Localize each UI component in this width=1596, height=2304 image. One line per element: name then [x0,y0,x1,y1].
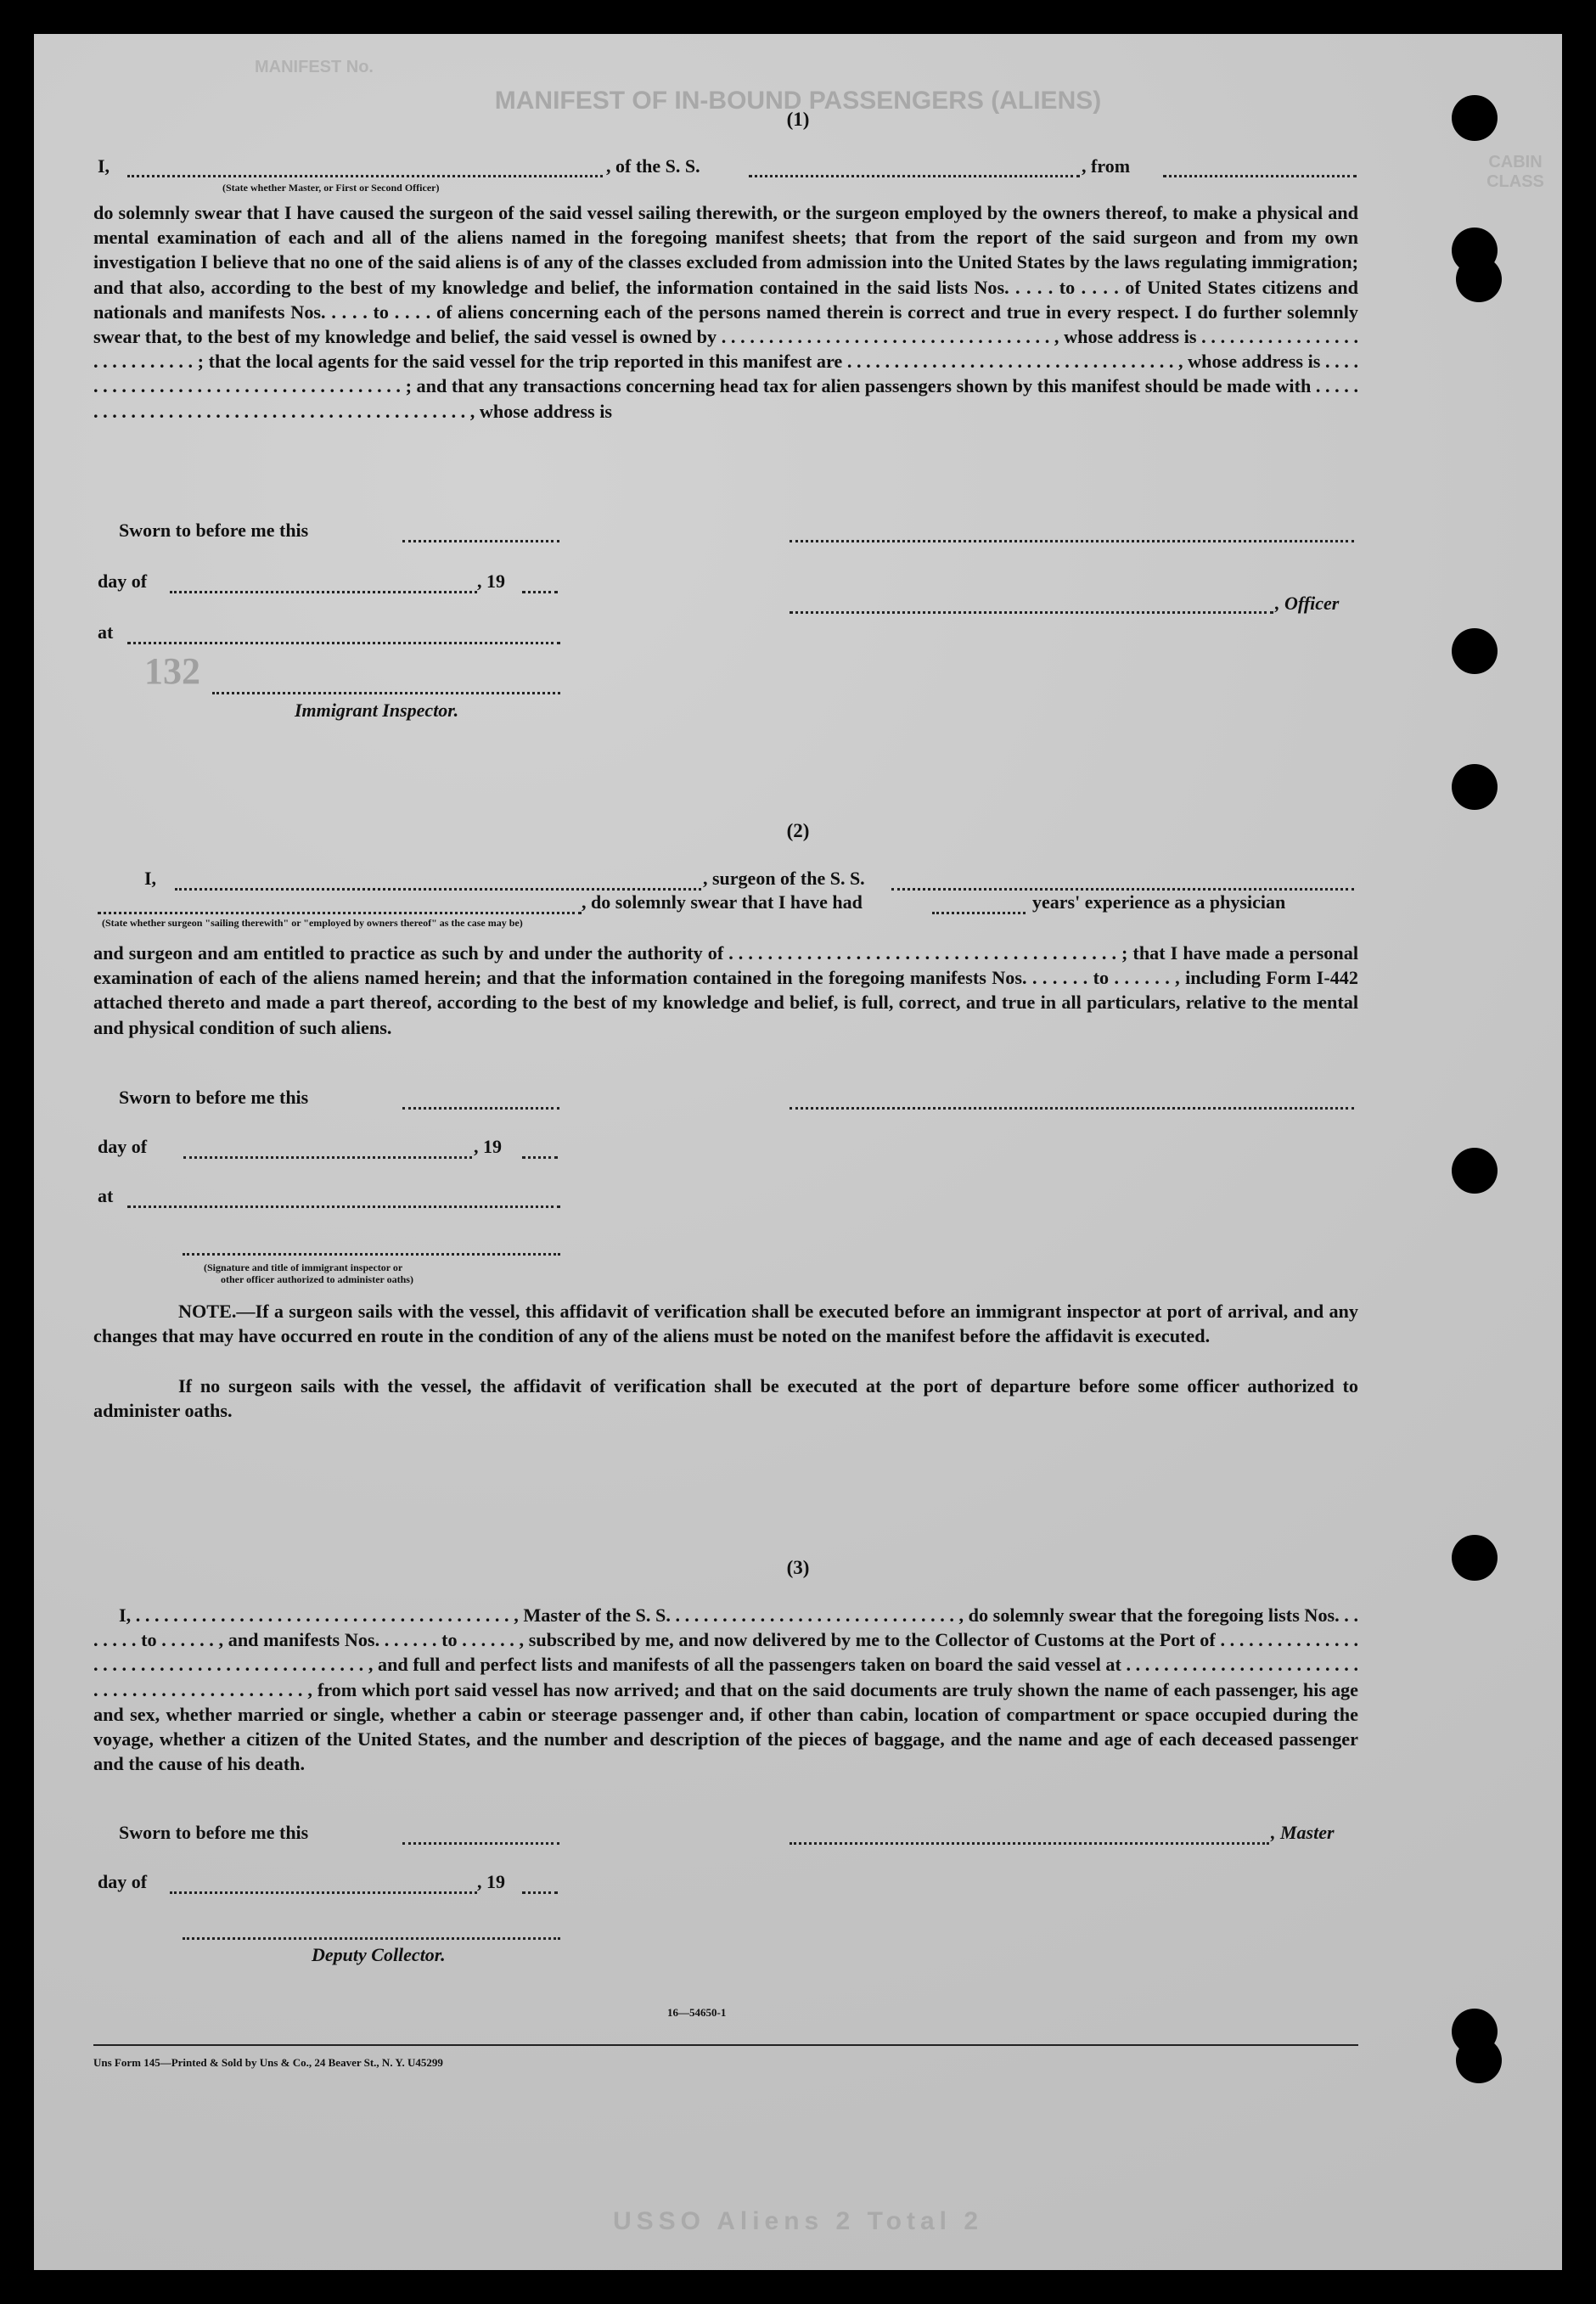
s2-year-blank [522,1156,558,1159]
s1-at-blank [127,642,560,644]
s1-sworn-blank [402,540,559,542]
s3-deputy-sig-blank [183,1937,560,1940]
s2-note-1: NOTE.—If a surgeon sails with the vessel, this affidavit of verification shall be executed before an immigrant inspector at port of arrival, and any changes that may have occurred en route in the condition of any of the aliens must be noted on the manifest before the affidavit is executed. [93,1301,1358,1346]
binder-hole-9 [1456,2037,1502,2083]
s2-sworn-blank [402,1107,559,1110]
form-code: 16—54650-1 [667,2006,727,2019]
s3-day-blank [170,1891,477,1894]
s3-day-of-label: day of [98,1871,148,1892]
s3-sworn-label: Sworn to before me this [119,1822,309,1843]
s1-officer-sig-top [790,540,1354,542]
s1-officer-sig-blank [790,611,1273,614]
s1-line1-end: , from [1082,155,1131,177]
s2-note-2: If no surgeon sails with the vessel, the affidavit of verification shall be executed at the port of departure before some officer authorized to administer oaths. [93,1375,1358,1421]
s3-body: I, . . . . . . . . . . . . . . . . . . . . . . . . . . . . . . . . . . . . . . . . , Master of the S. S. . . . . . . . . . . . . . . . . . . . . . . . . . . . . . . , do solemnly swear that the foregoing lists Nos. . . . . . . . to . . . . . . , and manifests Nos. . . . . . . to . . . . . . , subscribed by me, and now delivered by me to the Collector of Customs at the Port of . . . . . . . . . . . . . . . . . . . . . . . . . . . . . . . . . . . . . . . . . . . . , and full and perfect lists and manifests of all the passengers taken on board the said vessel at . . . . . . . . . . . . . . . . . . . . . . . . . . . . . . . . . . . . . . . . . . . . . . . , from which port said vessel has now arrived; and that on the said documents are truly shown the name of each passenger, his age and sex, whether married or single, whether a cabin or steerage passenger and, if other than cabin, location of compartment or space occupied during the voyage, whether a citizen of the United States, and the number and description of the pieces of baggage, and the name and age of each deceased passenger and the cause of his death. [93,1604,1358,1775]
s1-ship-name-blank [749,175,1080,177]
s1-at-label: at [98,621,114,643]
s1-year-label: , 19 [477,570,505,592]
s1-day-blank [170,591,477,593]
footer-rule [93,2044,1358,2046]
s3-sworn-blank [402,1842,559,1845]
faded-cabin-class: CABIN CLASS [1486,153,1544,191]
s2-at-label: at [98,1185,114,1206]
manifest-affidavit-page [34,34,1562,2270]
s1-from-blank [1163,175,1357,177]
s3-year-label: , 19 [477,1871,505,1892]
s1-sworn-label: Sworn to before me this [119,520,309,541]
s1-body: do solemnly swear that I have caused the surgeon of the said vessel sailing therewith, or the surgeon employed by the owners thereof, to make a physical and mental examination of each and all of the aliens named in the foregoing manifest sheets; that from the report of the said surgeon and from my own investigation I believe that no one of the said aliens is of any of the classes excluded from admission into the United States by the laws regulating immigration; and that also, according to the best of my knowledge and belief, the information contained in the said lists Nos. . . . . to . . . . of United States citizens and nationals and manifests Nos. . . . . to . . . . of aliens concerning each of the persons named therein is correct and true in every respect. I do further solemnly swear that, to the best of my knowledge and belief, the said vessel is owned by . . . . . . . . . . . . . . . . . . . . . . . . . . . . . . . . . . . , whose address is . . . . . . . . . . . . . . . . . . . . . . . . . . . . ; that the local agents for the said vessel for the trip reported in this manifest are . . . . . . . . . . . . . . . . . . . . . . . . . . . . . . . . . . . , whose address is . . . . . . . . . . . . . . . . . . . . . . . . . . . . . . . . . . . . . ; and that any transactions concerning head tax for alien passengers shown by this manifest should be made with . . . . . . . . . . . . . . . . . . . . . . . . . . . . . . . . . . . . . . . . . . . . . , whose address is [93,202,1358,422]
printer-line: Uns Form 145—Printed & Sold by Uns & Co., 24 Beaver St., N. Y. U45299 [93,2056,443,2069]
s2-year-label: , 19 [474,1136,502,1157]
s2-surgeon-name-blank [175,888,701,891]
s2-line2-mid: , do solemnly swear that I have had [582,891,863,913]
s2-sworn-label: Sworn to before me this [119,1087,309,1108]
s2-sailing-blank [98,912,582,914]
s3-deputy-label: Deputy Collector. [312,1944,446,1965]
s1-line1-mid: , of the S. S. [606,155,700,177]
faded-side-number: 132 [144,650,200,692]
s2-inspector-sig-blank [183,1253,560,1256]
faded-manifest-number: MANIFEST No. [255,58,374,76]
section-2-number: (2) [786,820,810,841]
s2-body: and surgeon and am entitled to practice as such by and under the authority of . . . . . . . . . . . . . . . . . . . . . . . . . . . . . . . . . . . . . . . . ; that I have made a personal examination of each of the aliens named herein; and that the information contained in the foregoing manifests Nos. . . . . . . to . . . . . . , including Form I-442 attached thereto and made a part thereof, according to the best of my knowledge and belief, is full, correct, and true in all particulars, relative to the mental and physical condition of such aliens. [93,942,1358,1038]
s1-officer-name-blank [127,175,603,177]
s2-sig-note-2: other officer authorized to administer oaths) [221,1273,413,1285]
faded-bottom-stamp: USSO Aliens 2 Total 2 [612,2207,984,2235]
s1-officer-note: (State whether Master, or First or Second Officer) [222,182,440,194]
s1-officer-label: , Officer [1275,593,1340,614]
binder-hole-7 [1452,1535,1498,1581]
s2-surgeon-sig-blank [790,1107,1354,1110]
s2-ship-name-blank [891,888,1354,891]
s2-line1-mid: , surgeon of the S. S. [703,868,865,889]
s1-inspector-label: Immigrant Inspector. [295,700,459,721]
binder-hole-4 [1452,628,1498,674]
s2-years-blank [932,912,1026,914]
s3-year-blank [522,1891,558,1894]
faded-manifest-title: MANIFEST OF IN-BOUND PASSENGERS (ALIENS) [494,87,1102,115]
s1-line1-start: I, [98,155,110,177]
s3-master-sig-blank [790,1842,1269,1845]
section-1-number: (1) [786,109,810,130]
s1-inspector-sig-blank [212,692,560,694]
section-3-number: (3) [786,1557,810,1578]
binder-hole-5 [1452,764,1498,810]
s2-day-of-label: day of [98,1136,148,1157]
binder-hole-6 [1452,1148,1498,1194]
s3-master-label: , Master [1271,1822,1335,1843]
s2-line1-start: I, [144,868,157,889]
binder-hole-3 [1456,256,1502,302]
s2-surgeon-note: (State whether surgeon "sailing therewith" or "employed by owners thereof" as the case may be) [102,917,523,929]
s2-sig-note-1: (Signature and title of immigrant inspector or [204,1262,403,1273]
s1-day-of-label: day of [98,570,148,592]
s2-line2-end: years' experience as a physician [1032,891,1286,913]
binder-hole-1 [1452,95,1498,141]
s1-year-blank [522,591,558,593]
s2-at-blank [127,1205,560,1208]
s2-day-blank [183,1156,472,1159]
